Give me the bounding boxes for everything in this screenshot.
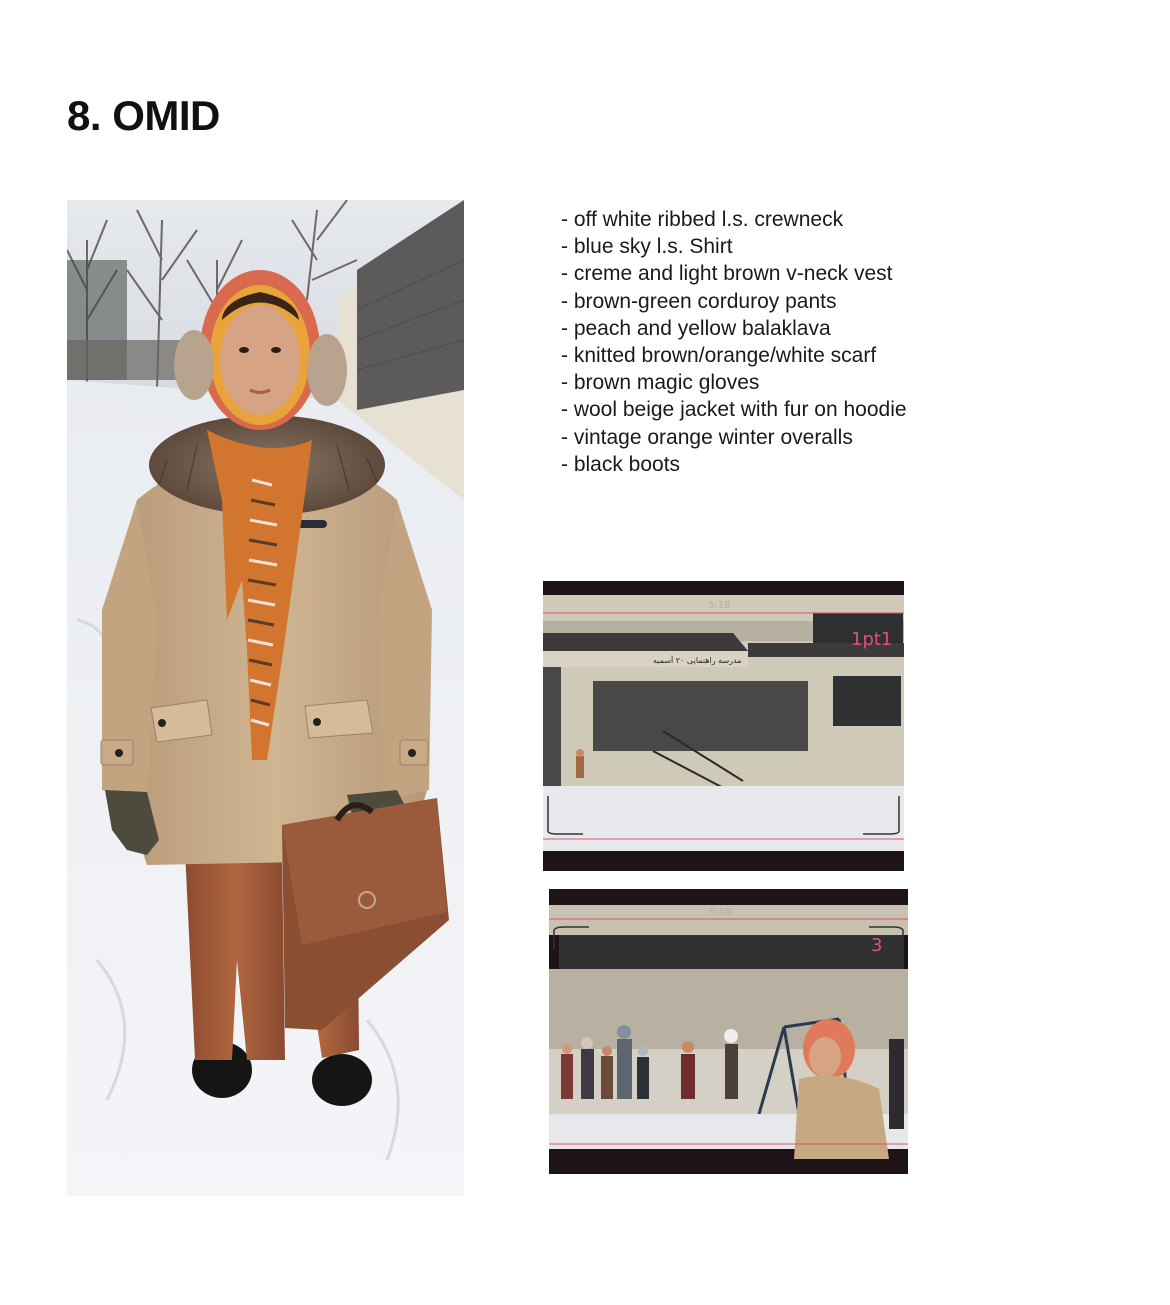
film-frame-school <box>543 581 904 871</box>
list-item: - brown magic gloves <box>561 371 760 395</box>
school-sign-text: مدرسه راهنمایی ۲۰ آسمیه <box>653 656 742 665</box>
timecode-label: 5:18 <box>708 600 731 611</box>
timecode-label: 5:18 <box>709 907 732 918</box>
film-frame-playground <box>549 889 908 1174</box>
shot-label: 1pt1 <box>851 629 893 650</box>
list-item: - off white ribbed l.s. crewneck <box>561 208 844 231</box>
list-item: - black boots <box>561 452 681 476</box>
page-title: 8. OMID <box>67 92 220 139</box>
list-item: - knitted brown/orange/white scarf <box>561 344 877 368</box>
wardrobe-list <box>561 206 907 478</box>
costume-photo <box>67 200 464 1196</box>
list-item: - blue sky l.s. Shirt <box>561 235 733 259</box>
shot-label: 3 <box>871 935 883 956</box>
list-item: - vintage orange winter overalls <box>561 425 853 449</box>
list-item: - brown-green corduroy pants <box>561 289 837 313</box>
list-item: - creme and light brown v-neck vest <box>561 262 893 286</box>
list-item: - peach and yellow balaklava <box>561 316 831 340</box>
list-item: - wool beige jacket with fur on hoodie <box>561 398 907 422</box>
